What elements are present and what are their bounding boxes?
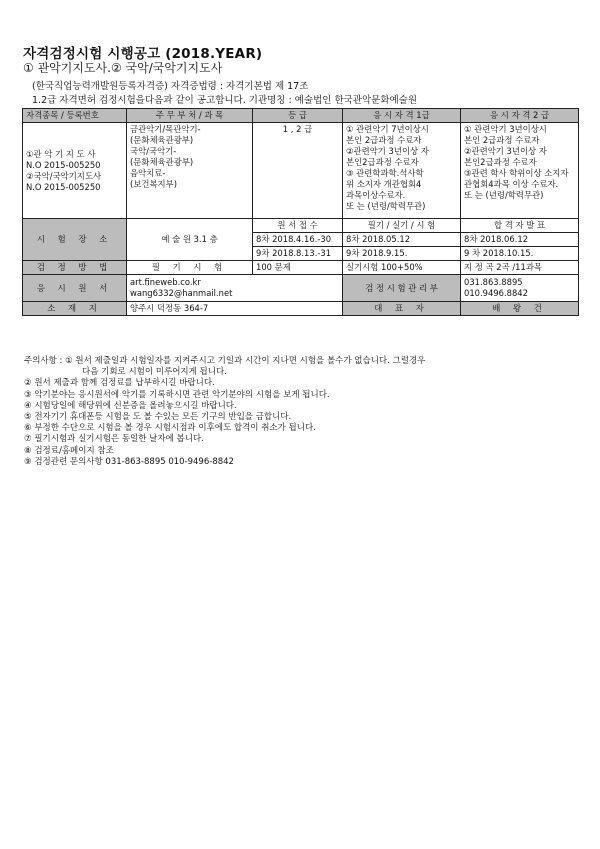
result-date-8: 8차 2018.06.12	[461, 233, 579, 247]
header-cell-eligibility-2: 응 시 자 격 2 급	[461, 109, 579, 123]
application-label: 응 시 원 서	[23, 275, 127, 302]
exam-method-label: 검 정 방 법	[23, 261, 127, 275]
eligibility-2-cell: ① 관련악기 3년이상시 본인 2급과정 수료자 ②관련악기 3년이상 자 본인2급과정 수료자 ③관련 학사 학위이상 소지자 관협회4과목 이상 수료자. 또 는 (년령/학력무관)	[461, 123, 579, 219]
result-date-9: 9 차 2018.10.15.	[461, 247, 579, 261]
exam-date-header: 필기 / 실기 / 시 험	[343, 219, 461, 233]
exam-place-label: 시 험 장 소	[23, 219, 127, 261]
qualification-cell: ①관 악 기 지 도 사 N.O 2015-005250 ②국악/국악기지도사 N.O 2015-005250	[23, 123, 127, 219]
note-item: ⑤ 전자기기 휴대폰등 시험을 도 볼 수있는 모든 기구의 반입을 금합니다.	[24, 412, 292, 423]
header-cell-qualification: 자격종목 / 등록번호	[23, 109, 127, 123]
note-item: 주의사항 : ① 원서 제출일과 시험일자를 지켜주시고 기일과 시간이 지나면 시험을 볼수가 없습니다. 그럴경우	[24, 356, 426, 366]
page-subtitle: ① 관악기지도사.② 국악/국악기지도사	[23, 61, 223, 75]
notes-section	[24, 356, 425, 468]
grade-cell: 1 , 2 급	[253, 123, 343, 219]
exam-date-9: 9차 2018.9.15.	[343, 247, 461, 261]
application-period-8: 8차 2018.4.16.-30	[253, 233, 343, 247]
result-header: 합 격 자 발 표	[461, 219, 579, 233]
application-contact	[127, 275, 343, 302]
announcement-line: 1.2급 자격면허 검정시험을다음과 같이 공고합니다. 기관명칭 : 예술법인 한국관악문화예술원	[32, 95, 418, 106]
email-link[interactable]: wang6332@hanmail.net	[130, 288, 233, 298]
header-cell-grade: 등 급	[253, 109, 343, 123]
exam-date-8: 8차 2018.05.12	[343, 233, 461, 247]
representative-label: 대 표 자	[343, 302, 461, 316]
note-item: ② 원서 제출과 함께 검정료를 납부하시길 바랍니다.	[24, 378, 215, 389]
question-count: 100 문제	[253, 261, 343, 275]
note-item: 다음 기회로 시험이 미루어지게 됩니다.	[82, 367, 227, 378]
header-cell-eligibility-1: 응 시 자 격 1급	[343, 109, 461, 123]
page-title: 자격검정시험 시행공고 (2018.YEAR)	[23, 46, 263, 62]
note-item: ⑨ 검정관련 문의사항 031-863-8895 010-9496-8842	[24, 456, 234, 467]
application-period-9: 9차 2018.8.13.-31	[253, 247, 343, 261]
note-item: ④ 시험당일에 해당위에 신분증을 올려놓으시길 바랍니다.	[24, 400, 237, 411]
eligibility-1-cell: ① 관련악기 7년이상시 본인 2급과정 수료자 ②관련악기 3년이상 자 본인2급과정 수료자 ③ 관련학과학.석사학 위 소지자 개관협회4 과목이상수료자. 또 는 (년령/학력무관)	[343, 123, 461, 219]
practical-exam: 실기시험 100+50%	[343, 261, 461, 275]
exam-place-value: 예 술 원 3.1 층	[127, 219, 253, 261]
website-link[interactable]: art.fineweb.co.kr	[130, 277, 201, 287]
manager-label: 검 정 시 험 관 리 부	[343, 275, 461, 302]
note-item: ⑥ 부정한 수단으로 시험을 볼 경우 시험시점과 이후에도 합격이 취소가 됩니다.	[24, 423, 316, 434]
address-value: 양주시 덕정동 364-7	[127, 302, 343, 316]
designated-pieces: 지 정 곡 2곡 /11과목	[461, 261, 579, 275]
representative-name: 배 왕 건	[461, 302, 579, 316]
header-cell-ministry: 주 무 부 처 / 과 목	[127, 109, 253, 123]
exam-info-table	[22, 108, 579, 316]
note-item: ⑧ 검정료/홈페이지 참조	[24, 445, 114, 456]
application-header: 원 서 접 수	[253, 219, 343, 233]
legal-basis-line: (한국직업능력개발원등록자격증) 자격증법령 : 자격기본법 제 17조	[32, 81, 309, 92]
exam-method-value: 필 기 시 험	[127, 261, 253, 275]
phone-numbers: 031.863.8895 010.9496.8842	[461, 275, 579, 302]
note-item: ⑦ 필기시험과 실기시험은 동일한 날자에 봅니다.	[24, 434, 204, 445]
ministry-cell: 금관악기/목관악기- (문화체육관광부) 국악/국악기- (문화체육관광부) 음악치료- (보건복지부)	[127, 123, 253, 219]
address-label: 소 재 지	[23, 302, 127, 316]
note-item: ③ 악기분야는 응시원서에 악기를 기록하시면 관련 악기분야의 시험을 보게 됩니다.	[24, 389, 330, 400]
